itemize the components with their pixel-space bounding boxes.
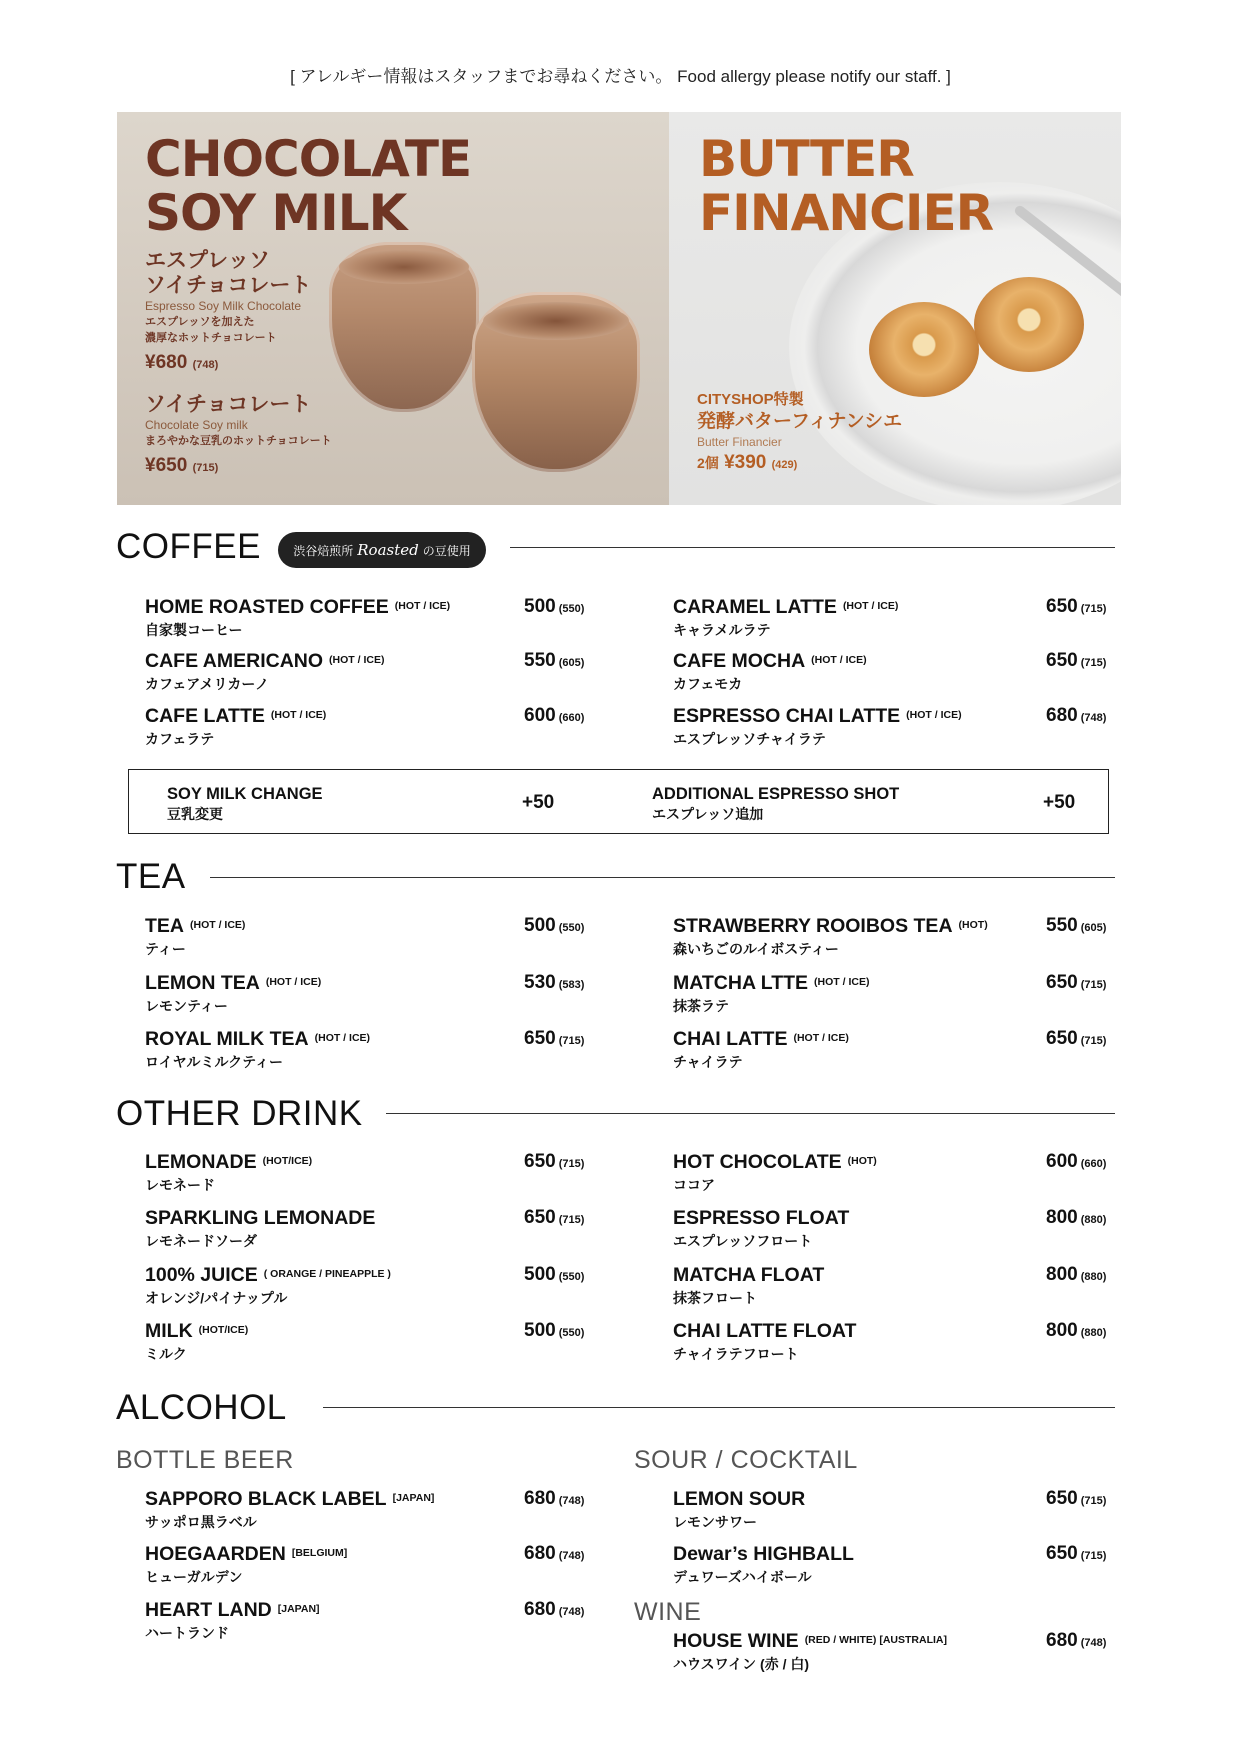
item-note: (HOT / ICE) bbox=[814, 976, 870, 988]
wine-heading: WINE bbox=[634, 1598, 702, 1626]
item-name: CAFE MOCHA $^{(HOT / ICE)}$ bbox=[673, 650, 867, 672]
menu-item bbox=[673, 1543, 1123, 1587]
option-price: +50 bbox=[522, 792, 555, 813]
item-note: (HOT) bbox=[847, 1155, 877, 1167]
item-price: 600 (660) bbox=[1046, 1151, 1107, 1172]
menu-item bbox=[673, 705, 1123, 749]
item-jp-name: オレンジ/パイナップル bbox=[145, 1290, 288, 1306]
item-price: 800 (880) bbox=[1046, 1264, 1107, 1285]
badge-text: の豆使用 bbox=[422, 543, 471, 558]
menu-item bbox=[145, 915, 595, 959]
espresso-soy-chocolate-info bbox=[145, 248, 311, 374]
item-desc: まろやかな豆乳のホットチョコレート bbox=[145, 435, 332, 447]
item-name: LEMON TEA $^{(HOT / ICE)}$ bbox=[145, 972, 322, 994]
item-price: 550 (605) bbox=[1046, 915, 1107, 936]
item-note: ( ORANGE / PINEAPPLE ) bbox=[263, 1268, 391, 1280]
item-note: (HOT / ICE) bbox=[270, 709, 327, 721]
option-price: +50 bbox=[1043, 792, 1076, 813]
item-note: (HOT / ICE) bbox=[811, 654, 867, 666]
item-name: ROYAL MILK TEA $^{(HOT / ICE)}$ bbox=[145, 1028, 371, 1050]
item-note: (HOT / ICE) bbox=[314, 1032, 371, 1044]
menu-item bbox=[673, 1207, 1123, 1251]
butter-financier-panel bbox=[669, 112, 1121, 505]
item-name: HOME ROASTED COFFEE $^{(HOT / ICE)}$ bbox=[145, 596, 451, 618]
item-price: 600 (660) bbox=[524, 705, 585, 726]
alcohol-heading: ALCOHOL bbox=[116, 1388, 287, 1427]
item-jp-name: ヒューガルデン bbox=[145, 1569, 243, 1585]
item-note: [BELGIUM] bbox=[291, 1547, 348, 1559]
item-note: (HOT / ICE) bbox=[265, 976, 322, 988]
menu-item bbox=[673, 972, 1123, 1016]
item-name: CAFE LATTE $^{(HOT / ICE)}$ bbox=[145, 705, 327, 727]
roasted-logo: Roasted bbox=[357, 541, 419, 559]
item-name: MATCHA FLOAT bbox=[673, 1264, 825, 1286]
menu-item bbox=[673, 1264, 1123, 1308]
item-name: CHAI LATTE FLOAT bbox=[673, 1320, 857, 1342]
item-jp-name: ソイチョコレート bbox=[145, 393, 312, 416]
promo-banner bbox=[117, 112, 1121, 505]
item-name: HOT CHOCOLATE $^{(HOT)}$ bbox=[673, 1151, 877, 1173]
item-name: CHAI LATTE $^{(HOT / ICE)}$ bbox=[673, 1028, 849, 1050]
item-name: TEA $^{(HOT / ICE)}$ bbox=[145, 915, 246, 937]
mug-back-foam bbox=[339, 250, 469, 284]
item-price: 650 (715) bbox=[1046, 650, 1107, 671]
item-note: (HOT/ICE) bbox=[198, 1324, 249, 1336]
item-jp-name: 発酵バターフィナンシエ bbox=[697, 411, 903, 432]
item-name: ESPRESSO CHAI LATTE $^{(HOT / ICE)}$ bbox=[673, 705, 962, 727]
menu-item bbox=[145, 1320, 595, 1364]
item-note: [JAPAN] bbox=[392, 1492, 435, 1504]
item-jp-name: ソイチョコレート bbox=[145, 274, 312, 297]
item-name: LEMON SOUR bbox=[673, 1488, 806, 1510]
item-jp-name: ロイヤルミルクティー bbox=[145, 1054, 284, 1070]
menu-item bbox=[145, 1264, 595, 1308]
butter-financier-info bbox=[697, 390, 902, 474]
item-price: 500 (550) bbox=[524, 915, 585, 936]
item-price: 500 (550) bbox=[524, 1264, 585, 1285]
item-jp-name: 自家製コーヒー bbox=[145, 622, 243, 638]
item-jp-name: ミルク bbox=[145, 1346, 187, 1362]
item-name: HOUSE WINE $^{(RED / WHITE) [AUSTRALIA]}$ bbox=[673, 1630, 948, 1652]
item-name: ESPRESSO FLOAT bbox=[673, 1207, 850, 1229]
item-jp-name: レモネードソーダ bbox=[145, 1233, 257, 1249]
section-divider bbox=[210, 877, 1115, 878]
item-jp-name: ハートランド bbox=[145, 1625, 229, 1641]
menu-item bbox=[145, 1207, 595, 1251]
item-note: (HOT / ICE) bbox=[793, 1032, 849, 1044]
menu-item bbox=[673, 915, 1123, 959]
butter-title-line1: BUTTER bbox=[699, 130, 914, 188]
item-note: [JAPAN] bbox=[277, 1603, 320, 1615]
financier-left-image bbox=[869, 302, 979, 397]
item-name: Dewar’s HIGHBALL bbox=[673, 1543, 854, 1565]
item-jp-name: 抹茶ラテ bbox=[673, 998, 729, 1014]
item-en-name: Chocolate Soy milk bbox=[145, 418, 248, 432]
item-price: 800 (880) bbox=[1046, 1320, 1107, 1341]
item-name: HOEGAARDEN [BELGIUM] bbox=[145, 1543, 348, 1565]
item-note: (HOT / ICE) bbox=[394, 600, 451, 612]
item-price: 650 (715) bbox=[1046, 1028, 1107, 1049]
item-price: 650 (715) bbox=[1046, 1488, 1107, 1509]
other-drink-heading: OTHER DRINK bbox=[116, 1094, 363, 1133]
item-note: (HOT / ICE) bbox=[190, 919, 246, 931]
item-en-name: Espresso Soy Milk Chocolate bbox=[145, 299, 302, 313]
item-name: MATCHA LTTE $^{(HOT / ICE)}$ bbox=[673, 972, 870, 994]
coffee-heading: COFFEE bbox=[116, 527, 261, 566]
item-price: 650 (715) bbox=[524, 1028, 585, 1049]
item-note: (HOT / ICE) bbox=[906, 709, 962, 721]
menu-item bbox=[145, 705, 595, 749]
item-name: SAPPORO BLACK LABEL [JAPAN] bbox=[145, 1488, 435, 1510]
item-price: 650 (715) bbox=[524, 1207, 585, 1228]
item-jp-name: カフェモカ bbox=[673, 676, 743, 692]
item-price: 530 (583) bbox=[524, 972, 585, 993]
item-price: 500 (550) bbox=[524, 1320, 585, 1341]
item-note: (HOT / ICE) bbox=[329, 654, 385, 666]
item-price: 650 (715) bbox=[1046, 596, 1107, 617]
menu-item bbox=[673, 1151, 1123, 1195]
section-divider bbox=[510, 547, 1115, 548]
item-name: STRAWBERRY ROOIBOS TEA $^{(HOT)}$ bbox=[673, 915, 988, 937]
item-name: CAFE AMERICANO $^{(HOT / ICE)}$ bbox=[145, 650, 385, 672]
financier-right-image bbox=[974, 277, 1084, 372]
item-name: CARAMEL LATTE $^{(HOT / ICE)}$ bbox=[673, 596, 899, 618]
item-price: 650 (715) bbox=[524, 1151, 585, 1172]
menu-item bbox=[673, 1320, 1123, 1364]
item-name: SPARKLING LEMONADE bbox=[145, 1207, 376, 1229]
menu-item bbox=[145, 1488, 595, 1532]
item-note: (HOT) bbox=[958, 919, 988, 931]
item-jp-name: ココア bbox=[673, 1177, 715, 1193]
chocolate-soy-milk-panel bbox=[117, 112, 669, 505]
item-jp-name: ティー bbox=[145, 941, 186, 957]
item-jp-name: カフェラテ bbox=[145, 731, 215, 747]
item-desc: エスプレッソを加えた bbox=[145, 316, 255, 328]
item-note: (HOT/ICE) bbox=[262, 1155, 313, 1167]
menu-item bbox=[673, 650, 1123, 694]
item-price: 680 (748) bbox=[524, 1599, 585, 1620]
coffee-options-box bbox=[128, 769, 1109, 834]
item-name: LEMONADE $^{(HOT/ICE)}$ bbox=[145, 1151, 313, 1173]
item-note: (HOT / ICE) bbox=[842, 600, 899, 612]
item-jp-name: エスプレッソ bbox=[145, 249, 270, 272]
item-price: 680 (748) bbox=[1046, 705, 1107, 726]
item-jp-name: ハウスワイン (赤 / 白) bbox=[673, 1656, 810, 1672]
menu-item bbox=[673, 1488, 1123, 1532]
item-price: 680 (748) bbox=[524, 1543, 585, 1564]
allergy-notice: [ アレルギー情報はスタッフまでお尋ねください。 Food allergy please notify our staff. ] bbox=[290, 67, 951, 86]
item-name: MILK $^{(HOT/ICE)}$ bbox=[145, 1320, 249, 1342]
mug-front-foam bbox=[483, 302, 629, 340]
option-soy-milk: SOY MILK CHANGE 豆乳変更 bbox=[167, 785, 323, 822]
item-price: ¥680 (748) bbox=[145, 352, 219, 373]
item-jp-name: カフェアメリカーノ bbox=[145, 676, 270, 692]
tea-heading: TEA bbox=[116, 857, 186, 896]
item-name: HEART LAND [JAPAN] bbox=[145, 1599, 320, 1621]
menu-item bbox=[673, 1028, 1123, 1072]
bottle-beer-heading: BOTTLE BEER bbox=[116, 1446, 294, 1474]
item-jp-name: キャラメルラテ bbox=[673, 622, 771, 638]
item-price: 650 (715) bbox=[1046, 972, 1107, 993]
menu-item bbox=[145, 1028, 595, 1072]
menu-item bbox=[145, 596, 595, 640]
menu-item bbox=[145, 1599, 595, 1643]
item-jp-name: レモネード bbox=[145, 1177, 215, 1193]
item-en-name: Butter Financier bbox=[697, 435, 782, 449]
menu-item bbox=[145, 650, 595, 694]
item-jp-name: 森いちごのルイボスティー bbox=[673, 941, 839, 957]
item-price: 500 (550) bbox=[524, 596, 585, 617]
item-jp-name: エスプレッソチャイラテ bbox=[673, 731, 826, 747]
section-divider bbox=[323, 1407, 1115, 1408]
item-jp-name: レモンサワー bbox=[673, 1514, 757, 1530]
menu-item bbox=[145, 1151, 595, 1195]
item-price: 650 (715) bbox=[1046, 1543, 1107, 1564]
item-sub: CITYSHOP特製 bbox=[697, 391, 804, 408]
item-jp-name: エスプレッソフロート bbox=[673, 1233, 813, 1249]
item-name: 100% JUICE $^{( ORANGE / PINEAPPLE )}$ bbox=[145, 1264, 391, 1286]
section-divider bbox=[386, 1113, 1115, 1114]
badge-text: 渋谷焙煎所 bbox=[293, 543, 354, 558]
item-price: ¥650 (715) bbox=[145, 455, 219, 476]
item-price: 680 (748) bbox=[524, 1488, 585, 1509]
menu-item bbox=[673, 1630, 1123, 1674]
menu-item bbox=[145, 1543, 595, 1587]
chocolate-title-line2: SOY MILK bbox=[145, 184, 407, 242]
chocolate-title-line1: CHOCOLATE bbox=[145, 130, 472, 188]
item-jp-name: チャイラテフロート bbox=[673, 1346, 799, 1362]
sour-cocktail-heading: SOUR / COCKTAIL bbox=[634, 1446, 858, 1474]
item-jp-name: 抹茶フロート bbox=[673, 1290, 757, 1306]
chocolate-title bbox=[145, 132, 471, 240]
item-desc: 濃厚なホットチョコレート bbox=[145, 332, 277, 344]
item-note: (RED / WHITE) [AUSTRALIA] bbox=[804, 1634, 948, 1646]
roasted-badge bbox=[278, 532, 486, 568]
item-price: 550 (605) bbox=[524, 650, 585, 671]
item-jp-name: チャイラテ bbox=[673, 1054, 743, 1070]
item-price: 2個 ¥390 (429) bbox=[697, 452, 798, 473]
menu-item bbox=[673, 596, 1123, 640]
item-price: 680 (748) bbox=[1046, 1630, 1107, 1651]
menu-item bbox=[145, 972, 595, 1016]
chocolate-soy-milk-info bbox=[145, 392, 332, 477]
item-jp-name: サッポロ黒ラベル bbox=[145, 1514, 257, 1530]
butter-title bbox=[699, 132, 993, 240]
item-price: 800 (880) bbox=[1046, 1207, 1107, 1228]
item-jp-name: デュワーズハイボール bbox=[673, 1569, 812, 1585]
item-jp-name: レモンティー bbox=[145, 998, 228, 1014]
butter-title-line2: FINANCIER bbox=[699, 184, 994, 242]
option-espresso-shot: ADDITIONAL ESPRESSO SHOT エスプレッソ追加 bbox=[652, 785, 900, 822]
